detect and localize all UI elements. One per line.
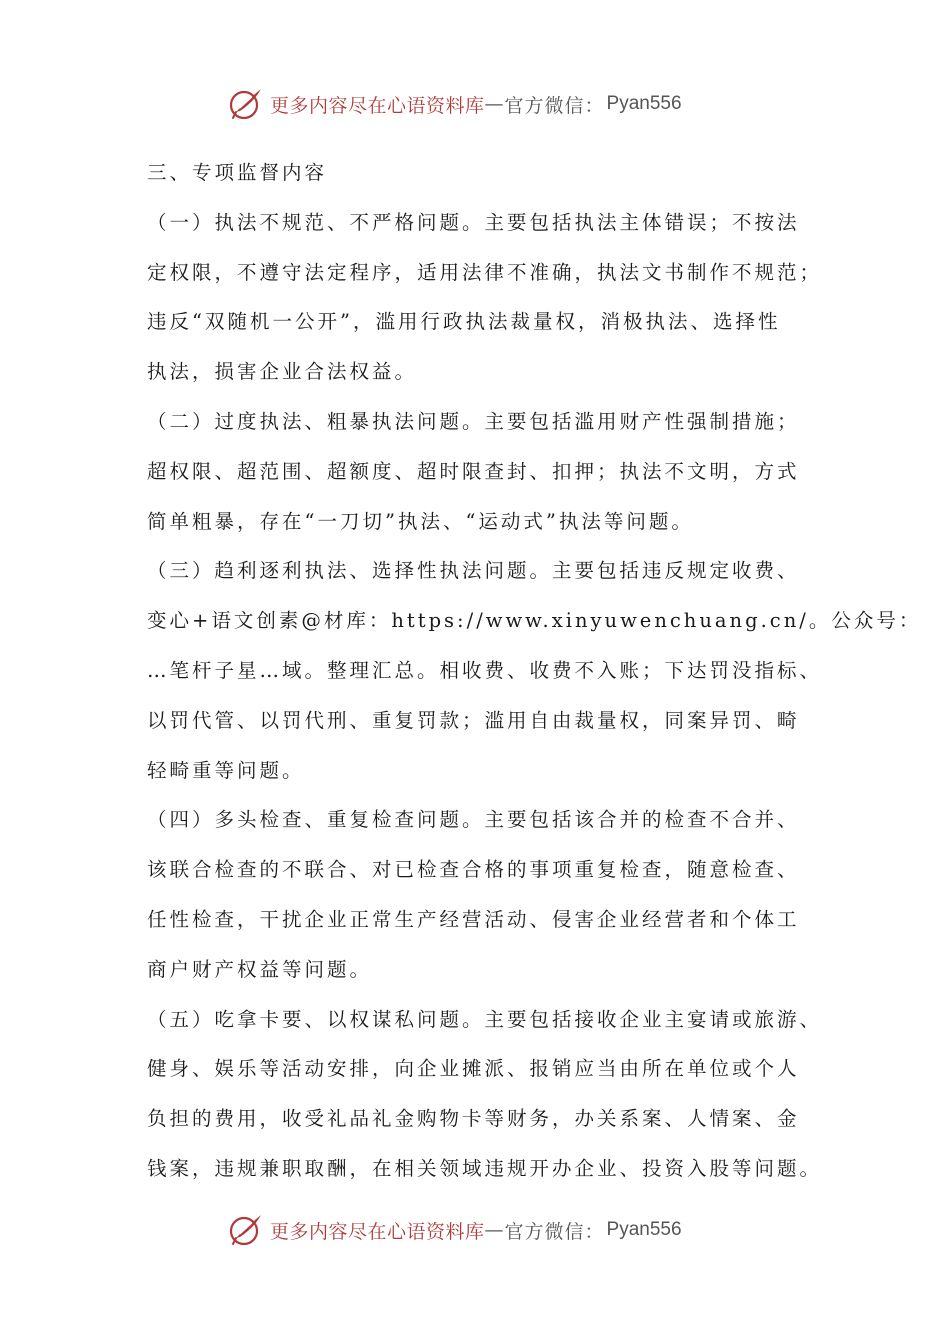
text-line: （四）多头检查、重复检查问题。主要包括该合并的检查不合并、	[147, 808, 800, 832]
text-line: 执法，损害企业合法权益。	[147, 360, 418, 384]
text-line: 超权限、超范围、超额度、超时限查封、扣押；执法不文明，方式	[147, 459, 800, 483]
document-body	[147, 148, 922, 1194]
text-line: （五）吃拿卡要、以权谋私问题。主要包括接收企业主宴请或旅游、	[147, 1007, 823, 1031]
text-line: （二）过度执法、粗暴执法问题。主要包括滥用财产性强制措施；	[147, 409, 800, 433]
quill-pen-logo-icon	[228, 86, 264, 122]
watermark-brand: 更多内容尽在心语资料库	[270, 1220, 485, 1243]
text-line: 违反“双随机一公开”，滥用行政执法裁量权，消极执法、选择性	[147, 310, 781, 334]
quill-pen-logo-icon	[228, 1212, 264, 1248]
text-line: （三）趋利逐利执法、选择性执法问题。主要包括违反规定收费、	[147, 559, 800, 583]
watermark-dash: —	[484, 93, 505, 115]
text-line: （一）执法不规范、不严格问题。主要包括执法主体错误；不按法	[147, 210, 800, 234]
footer-watermark	[228, 1210, 682, 1250]
text-line: 简单粗暴，存在“一刀切”执法、“运动式”执法等问题。	[147, 509, 694, 533]
section-heading: 三、专项监督内容	[147, 161, 328, 184]
watermark-sub: 官方微信：	[504, 1220, 605, 1243]
text-line: 变心+语文创素@材库：https://www.xinyuwenchuang.cn/。公众号：	[147, 609, 922, 633]
watermark-id: Pyan556	[606, 93, 682, 114]
watermark-dash: —	[484, 1219, 505, 1241]
text-line: 该联合检查的不联合、对已检查合格的事项重复检查，随意检查、	[147, 858, 800, 882]
text-line: …笔杆子星…域。整理汇总。相收费、收费不入账；下达罚没指标、	[147, 658, 823, 682]
watermark-sub: 官方微信：	[504, 94, 605, 117]
text-line: 以罚代管、以罚代刑、重复罚款；滥用自由裁量权，同案异罚、畸	[147, 708, 800, 732]
text-line: 任性检查，干扰企业正常生产经营活动、侵害企业经营者和个体工	[147, 907, 800, 931]
text-line: 负担的费用，收受礼品礼金购物卡等财务，办关系案、人情案、金	[147, 1107, 800, 1131]
text-line: 钱案，违规兼职取酬，在相关领域违规开办企业、投资入股等问题。	[147, 1156, 823, 1180]
text-line: 健身、娱乐等活动安排，向企业摊派、报销应当由所在单位或个人	[147, 1057, 800, 1081]
watermark-brand: 更多内容尽在心语资料库	[270, 94, 485, 117]
text-line: 定权限，不遵守法定程序，适用法律不准确，执法文书制作不规范；	[147, 260, 823, 284]
watermark-id: Pyan556	[606, 1219, 682, 1240]
text-line: 轻畸重等问题。	[147, 758, 305, 782]
header-watermark	[228, 84, 682, 124]
text-line: 商户财产权益等问题。	[147, 957, 373, 981]
